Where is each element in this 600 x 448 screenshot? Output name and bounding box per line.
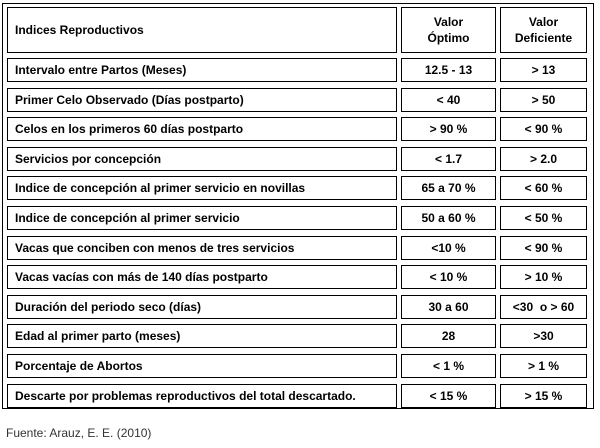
- row-valor-optimo-cell: [401, 384, 496, 408]
- row-valor-optimo-cell-text: > 90 %: [429, 122, 468, 136]
- row-valor-optimo-cell-text: 30 a 60: [428, 300, 469, 314]
- row-indice-cell: [7, 117, 397, 141]
- table-row: [7, 295, 587, 319]
- row-valor-deficiente-cell: [500, 117, 587, 141]
- row-valor-deficiente-cell-text: < 50 %: [524, 211, 563, 225]
- row-valor-optimo-cell: [401, 354, 496, 378]
- row-indice-cell-text: Porcentaje de Abortos: [15, 359, 143, 373]
- row-indice-cell-text: Vacas que conciben con menos de tres servicios: [15, 241, 295, 255]
- row-valor-deficiente-cell-text: <30 o > 60: [512, 300, 575, 314]
- table-header-row: [7, 7, 587, 53]
- row-valor-deficiente-cell-text: > 2.0: [529, 152, 558, 166]
- row-valor-deficiente-cell: [500, 265, 587, 289]
- row-valor-optimo-cell: [401, 176, 496, 200]
- row-indice-cell: [7, 324, 397, 348]
- header-indices-label: Indices Reproductivos: [15, 23, 144, 37]
- row-valor-optimo-cell-text: < 1 %: [432, 359, 465, 373]
- row-valor-deficiente-cell: [500, 384, 587, 408]
- source-note: Fuente: Arauz, E. E. (2010): [6, 426, 152, 440]
- row-indice-cell-text: Indice de concepción al primer servicio: [15, 211, 240, 225]
- row-valor-optimo-cell: [401, 324, 496, 348]
- table-row: [7, 147, 587, 171]
- row-indice-cell: [7, 265, 397, 289]
- row-indice-cell: [7, 206, 397, 230]
- row-valor-optimo-cell: [401, 147, 496, 171]
- row-valor-deficiente-cell: [500, 58, 587, 82]
- row-indice-cell: [7, 354, 397, 378]
- row-valor-optimo-cell-text: < 15 %: [429, 389, 468, 403]
- table-row: [7, 206, 587, 230]
- table-row: [7, 236, 587, 260]
- table-row: [7, 265, 587, 289]
- row-valor-optimo-cell-text: 28: [441, 329, 456, 343]
- row-valor-deficiente-cell-text: > 13: [531, 63, 556, 77]
- row-valor-optimo-cell-text: 50 a 60 %: [421, 211, 476, 225]
- row-indice-cell-text: Indice de concepción al primer servicio en novillas: [15, 181, 306, 195]
- header-valor-optimo: [401, 7, 496, 53]
- row-valor-deficiente-cell: [500, 88, 587, 112]
- row-valor-deficiente-cell: [500, 176, 587, 200]
- row-valor-deficiente-cell-text: > 50: [531, 93, 556, 107]
- row-valor-deficiente-cell: [500, 354, 587, 378]
- row-indice-cell-text: Descarte por problemas reproductivos del total descartado.: [15, 389, 356, 403]
- row-indice-cell: [7, 295, 397, 319]
- row-valor-optimo-cell: [401, 58, 496, 82]
- row-indice-cell: [7, 236, 397, 260]
- row-valor-optimo-cell-text: < 10 %: [429, 270, 468, 284]
- table-row: [7, 176, 587, 200]
- header-valor-deficiente: [500, 7, 587, 53]
- row-valor-optimo-cell: [401, 236, 496, 260]
- row-valor-optimo-cell-text: 65 a 70 %: [421, 181, 476, 195]
- row-valor-deficiente-cell-text: > 1 %: [527, 359, 560, 373]
- row-valor-deficiente-cell-text: < 60 %: [524, 181, 563, 195]
- row-valor-optimo-cell: [401, 265, 496, 289]
- table-row: [7, 384, 587, 408]
- header-deficiente-line1: Valor: [528, 15, 559, 29]
- table-row: [7, 58, 587, 82]
- row-valor-deficiente-cell: [500, 236, 587, 260]
- row-indice-cell-text: Primer Celo Observado (Días postparto): [15, 93, 244, 107]
- table-row: [7, 324, 587, 348]
- row-valor-optimo-cell: [401, 295, 496, 319]
- header-optimo-line2: Óptimo: [427, 31, 470, 45]
- header-optimo-line1: Valor: [433, 15, 464, 29]
- row-valor-deficiente-cell-text: > 10 %: [524, 270, 563, 284]
- row-valor-optimo-cell-text: <10 %: [431, 241, 466, 255]
- row-valor-optimo-cell: [401, 206, 496, 230]
- row-valor-deficiente-cell-text: > 15 %: [524, 389, 563, 403]
- row-valor-deficiente-cell-text: < 90 %: [524, 241, 563, 255]
- row-valor-optimo-cell-text: < 40: [436, 93, 461, 107]
- row-valor-deficiente-cell: [500, 147, 587, 171]
- row-valor-optimo-cell-text: < 1.7: [434, 152, 463, 166]
- row-indice-cell-text: Intervalo entre Partos (Meses): [15, 63, 187, 77]
- row-indice-cell-text: Edad al primer parto (meses): [15, 329, 181, 343]
- row-indice-cell-text: Servicios por concepción: [15, 152, 162, 166]
- row-valor-deficiente-cell: [500, 295, 587, 319]
- row-valor-deficiente-cell: [500, 324, 587, 348]
- row-indice-cell-text: Vacas vacías con más de 140 días postparto: [15, 270, 268, 284]
- header-indices: [7, 7, 397, 53]
- row-valor-optimo-cell-text: 12.5 - 13: [424, 63, 473, 77]
- row-valor-optimo-cell: [401, 88, 496, 112]
- header-deficiente-line2: Deficiente: [514, 31, 573, 45]
- row-indice-cell-text: Duración del periodo seco (días): [15, 300, 202, 314]
- row-indice-cell-text: Celos en los primeros 60 días postparto: [15, 122, 244, 136]
- row-valor-deficiente-cell-text: < 90 %: [524, 122, 563, 136]
- table-row: [7, 88, 587, 112]
- table-row: [7, 117, 587, 141]
- row-indice-cell: [7, 88, 397, 112]
- row-indice-cell: [7, 176, 397, 200]
- table-row: [7, 354, 587, 378]
- row-indice-cell: [7, 58, 397, 82]
- row-indice-cell: [7, 384, 397, 408]
- row-valor-optimo-cell: [401, 117, 496, 141]
- row-valor-deficiente-cell-text: >30: [533, 329, 554, 343]
- row-indice-cell: [7, 147, 397, 171]
- row-valor-deficiente-cell: [500, 206, 587, 230]
